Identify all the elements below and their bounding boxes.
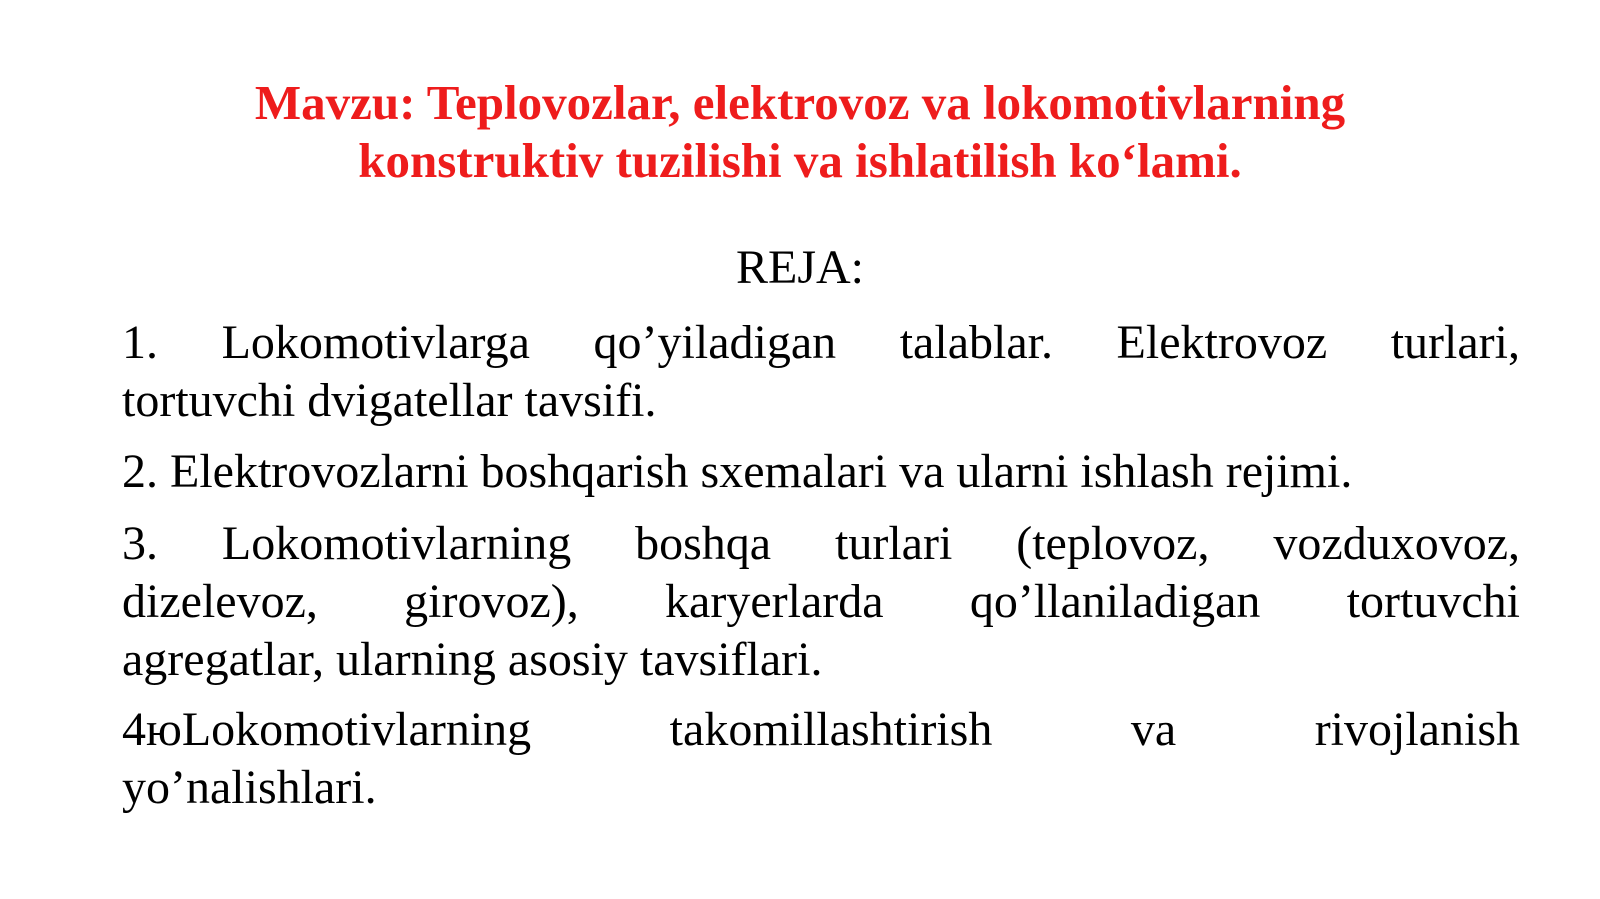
plan-item-3-line-2: dizelevoz, girovoz), karyerlarda qo’llaniladigan tortuvchi — [122, 575, 1520, 628]
plan-item-1 — [122, 314, 1520, 430]
slide-title — [150, 74, 1450, 190]
plan-item-3-line-1: 3. Lokomotivlarning boshqa turlari (teplovoz, vozduxovoz, — [122, 517, 1520, 570]
plan-item-2-line-1: 2. Elektrovozlarni boshqarish sxemalari va ularni ishlash rejimi. — [122, 445, 1353, 498]
title-line-1: Mavzu: Teplovozlar, elektrovoz va lokomotivlarning — [254, 75, 1346, 130]
plan-item-1-line-1: 1. Lokomotivlarga qo’yiladigan talablar. Elektrovoz turlari, — [122, 316, 1520, 369]
plan-heading: REJA: — [735, 241, 864, 294]
plan-item-4 — [122, 701, 1520, 817]
plan-item-2 — [122, 443, 1520, 501]
plan-item-3 — [122, 515, 1520, 689]
plan-item-1-line-2: tortuvchi dvigatellar tavsifi. — [122, 374, 657, 427]
plan-item-4-line-2: yo’nalishlari. — [122, 761, 377, 814]
title-line-2: konstruktiv tuzilishi va ishlatilish ko‘lami. — [358, 133, 1242, 188]
plan-item-4-line-1: 4юLokomotivlarning takomillashtirish va rivojlanish — [122, 703, 1520, 756]
plan-item-3-line-3: agregatlar, ularning asosiy tavsiflari. — [122, 633, 823, 686]
